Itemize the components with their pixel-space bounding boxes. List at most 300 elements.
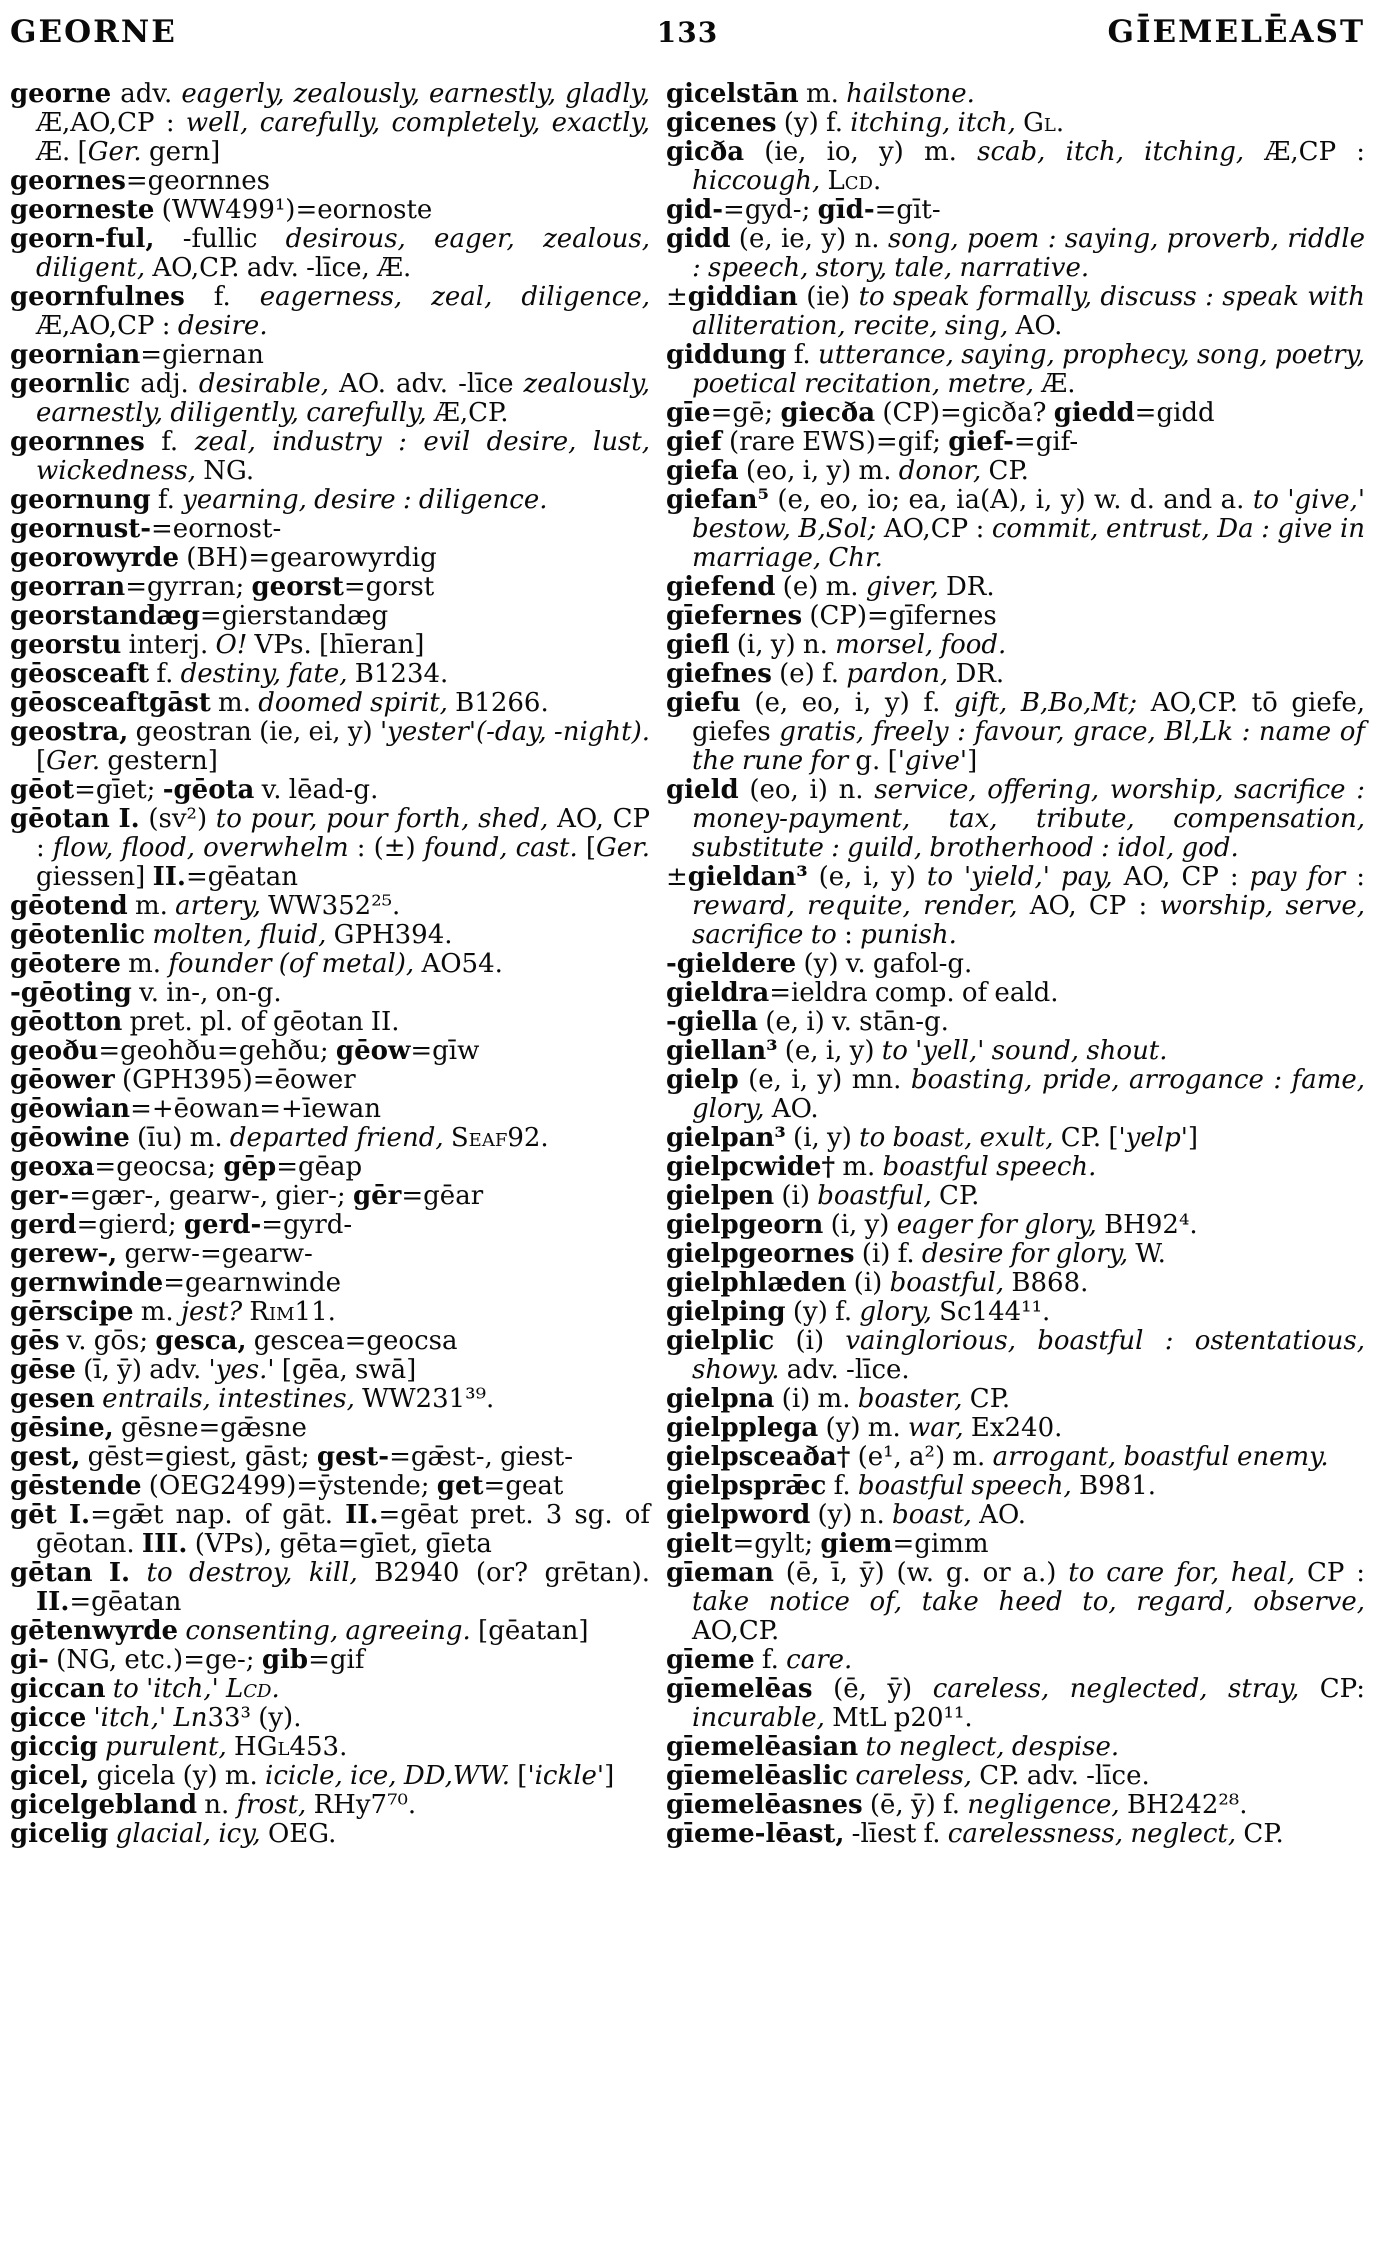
entry-text: gicela (y) m. (89, 1761, 266, 1791)
entry-text: interj. (121, 630, 216, 660)
entry-text: eagerness, zeal, diligence, (259, 282, 650, 312)
entry-text (219, 1674, 226, 1704)
dictionary-entry (666, 863, 1365, 950)
entry-text: (sv²) (139, 804, 216, 834)
headword: gēow (335, 1036, 411, 1066)
entry-text: ] (1187, 1123, 1199, 1153)
headword: gīe (666, 398, 711, 428)
dictionary-entry (10, 1646, 650, 1675)
entry-text: utterance, saying, prophecy, song, poetry, poetical recitation, metre, (692, 340, 1365, 399)
entry-text: negligence, (967, 1790, 1120, 1820)
headword: I. (108, 1558, 131, 1588)
entry-text: (i) (774, 1326, 846, 1356)
entry-text: 'yelp' (1118, 1123, 1188, 1153)
entry-text: B868. (1004, 1268, 1089, 1298)
entry-text: to 'yell,' sound, shout. (881, 1036, 1168, 1066)
entry-text: desirable, (198, 369, 330, 399)
entry-text: RHy7⁷⁰. (306, 1790, 417, 1820)
entry-text: AO. (764, 1094, 819, 1124)
entry-text: take notice of, take heed to, regard, observe, (692, 1587, 1365, 1617)
entry-text: carelessness, neglect, (947, 1819, 1237, 1849)
entry-text: CP : (1295, 1558, 1365, 1588)
headword: gēr (352, 1181, 402, 1211)
entry-text (98, 1732, 105, 1762)
entry-text: =geat (483, 1471, 564, 1501)
headword: gērscipe (10, 1297, 134, 1327)
entry-text: f. (754, 1645, 787, 1675)
headword: gēotere (10, 949, 121, 979)
dictionary-entry (10, 1791, 650, 1820)
dictionary-entry (666, 1675, 1365, 1733)
entry-text: HGl (234, 1732, 290, 1762)
entry-text: v. gōs; (59, 1326, 156, 1356)
entry-text: punish. (860, 920, 957, 950)
entry-text: boastful, (889, 1268, 1005, 1298)
dictionary-entry (666, 486, 1365, 573)
entry-text: ] (604, 1761, 615, 1791)
headword: gicelgebland (10, 1790, 198, 1820)
headword: get (436, 1471, 484, 1501)
entry-text: (ē, ī, ȳ) (w. g. or a.) (773, 1558, 1069, 1588)
dictionary-entry (666, 196, 1365, 225)
headword: gib (261, 1645, 309, 1675)
entry-text: war, (907, 1413, 964, 1443)
entry-text: gerw-=gearw- (117, 1239, 313, 1269)
entry-text: (ie) (797, 282, 859, 312)
entry-text: boaster, (857, 1384, 963, 1414)
dictionary-entry (666, 1298, 1365, 1327)
entry-text: (WW499¹)=eornoste (154, 195, 433, 225)
entry-text: [ (577, 833, 596, 863)
entry-text: m. (798, 79, 847, 109)
entry-text: (y) f. (785, 1297, 860, 1327)
dictionary-entry (666, 660, 1365, 689)
entry-text: VPs. [hīeran] (247, 630, 425, 660)
dictionary-entry (666, 1472, 1365, 1501)
dictionary-entry (10, 660, 650, 689)
entry-text: =gif (308, 1645, 365, 1675)
dictionary-entry (666, 283, 1365, 341)
headword: gielping (666, 1297, 786, 1327)
entry-text: (i, y) (823, 1210, 897, 1240)
entry-text: WW352²⁵. (260, 891, 401, 921)
entry-text: =gorst (343, 572, 435, 602)
entry-text: molten, fluid, (152, 920, 327, 950)
headword: gēsine, (10, 1413, 114, 1443)
entry-text: Rim (249, 1297, 295, 1327)
headword: gielphlæden (666, 1268, 847, 1298)
entry-text: CP. adv. -līce. (971, 1761, 1150, 1791)
entry-text: =gearnwinde (163, 1268, 342, 1298)
headword: georneste (10, 195, 155, 225)
entry-text: (CP)=gicða? (875, 398, 1054, 428)
dictionary-entry (666, 950, 1365, 979)
entry-text: =ieldra comp. of eald. (769, 978, 1059, 1008)
dictionary-entry (10, 1414, 650, 1443)
entry-text: m. (210, 688, 259, 718)
entry-text: 'give' (897, 746, 968, 776)
entry-text: (CP)=gīfernes (802, 601, 997, 631)
dictionary-entry (10, 1269, 650, 1298)
entry-text: CP. [ (1053, 1123, 1119, 1153)
entry-text: =gyrd- (261, 1210, 353, 1240)
entry-text: to care for, heal, (1068, 1558, 1296, 1588)
headword: gielpsprǣc (666, 1471, 827, 1501)
dictionary-entry (666, 80, 1365, 109)
headword: gēstende (10, 1471, 142, 1501)
headword: gēosceaftgāst (10, 688, 211, 718)
dictionary-entry (10, 1240, 650, 1269)
entry-text: purulent, (105, 1732, 227, 1762)
dictionary-entry (10, 341, 650, 370)
dictionary-entry (10, 979, 650, 1008)
dictionary-entry (666, 631, 1365, 660)
dictionary-entry (666, 1037, 1365, 1066)
dictionary-entry (666, 1820, 1365, 1849)
entry-text: AO. (971, 1500, 1027, 1530)
entry-text: Æ,AO,CP : (36, 108, 186, 138)
entry-text: -līest f. (844, 1819, 948, 1849)
headword: gēot (10, 775, 75, 805)
entry-text: zeal, industry : evil desire, lust, wickedness, (36, 427, 650, 486)
headword: giellan³ (666, 1036, 778, 1066)
entry-text: (e, i) v. stān-g. (758, 1007, 949, 1037)
headword: gīd- (817, 195, 875, 225)
entry-text: =gēap (276, 1152, 363, 1182)
entry-text: boast, (892, 1500, 972, 1530)
dictionary-entry (10, 1095, 650, 1124)
headword: gield (666, 775, 739, 805)
headword: gielpword (666, 1500, 811, 1530)
headword: giefan⁵ (666, 485, 769, 515)
dictionary-entry (10, 1385, 650, 1414)
dictionary-entry (666, 341, 1365, 399)
headword: gēs (10, 1326, 60, 1356)
entry-text: AO, CP : (36, 804, 651, 863)
entry-text: f. (184, 282, 260, 312)
entry-text: commit, entrust, Da : give in marriage, Chr. (692, 514, 1366, 573)
dictionary-entry (10, 225, 650, 283)
headword: geornnes (10, 427, 145, 457)
headword: gīemelēas (666, 1674, 813, 1704)
entry-text: eagerly, zealously, earnestly, gladly, (181, 79, 651, 109)
headword: gi- (10, 1645, 49, 1675)
page-number: 133 (656, 16, 719, 49)
dictionary-entry (666, 979, 1365, 1008)
headword: giefend (666, 572, 776, 602)
headword: giecða (780, 398, 876, 428)
entry-text: (e, i, y) (807, 862, 927, 892)
entry-text: pay for (1249, 862, 1346, 892)
entry-text: gestern] (100, 746, 218, 776)
entry-text: (ī, ȳ) adv. (75, 1355, 209, 1385)
dictionary-entry (10, 1820, 650, 1849)
left-column (10, 80, 650, 1849)
entry-text (227, 1732, 234, 1762)
dictionary-entry (666, 1559, 1365, 1646)
entry-text: =+ēowan=+īewan (130, 1094, 381, 1124)
entry-text: (y) v. gafol-g. (796, 949, 973, 979)
entry-text: careless, (855, 1761, 972, 1791)
entry-text: [gēa, swā] (274, 1355, 417, 1385)
entry-text: hiccough, (692, 166, 821, 196)
entry-text: 453. (289, 1732, 348, 1762)
headword: ger- (10, 1181, 70, 1211)
entry-text: AO,CP. adv. -līce, Æ. (145, 253, 412, 283)
dictionary-entry (10, 167, 650, 196)
dictionary-entry (10, 776, 650, 805)
headword: gicelstān (666, 79, 799, 109)
entry-text: CP. (981, 456, 1029, 486)
headword: gielt (666, 1529, 733, 1559)
entry-text: consenting, agreeing. (185, 1616, 471, 1646)
headword: geornes (10, 166, 126, 196)
entry-text: AO, CP : (1017, 891, 1160, 921)
entry-text: (e) m. (775, 572, 866, 602)
headword: II. (345, 1500, 379, 1530)
entry-text: giessen] (36, 862, 153, 892)
dictionary-entry (10, 573, 650, 602)
entry-text: doomed spirit, (258, 688, 448, 718)
entry-text: v. lēad-g. (254, 775, 379, 805)
entry-text: (OEG2499)=ȳstende; (141, 1471, 437, 1501)
entry-text: f. (150, 485, 183, 515)
entry-text: [ (36, 746, 47, 776)
headword: gīemelēasian (666, 1732, 859, 1762)
dictionary-entry (10, 1617, 650, 1646)
headword: giem (820, 1529, 893, 1559)
headword: III. (141, 1529, 188, 1559)
entry-text: BH92⁴. (1096, 1210, 1198, 1240)
headword: georn-ful, (10, 224, 155, 254)
entry-text: glory, (859, 1297, 932, 1327)
headword: gidd (666, 224, 731, 254)
entry-text: founder (of metal), (168, 949, 415, 979)
entry-text: to 'yield,' pay, (926, 862, 1113, 892)
dictionary-entry (10, 1501, 650, 1559)
entry-text (105, 1674, 112, 1704)
entry-text: well, carefully, completely, exactly, (185, 108, 650, 138)
entry-text: adv. (111, 79, 182, 109)
entry-text: CP. (1236, 1819, 1284, 1849)
entry-text: v. in-, on-g. (131, 978, 282, 1008)
headword: gicel, (10, 1761, 90, 1791)
entry-text: boastful speech. (882, 1152, 1097, 1182)
entry-text: (eo, i) n. (738, 775, 875, 805)
headword: georowyrde (10, 543, 180, 573)
headword: gerew-, (10, 1239, 118, 1269)
entry-text: =geohðu=gehðu; (98, 1036, 336, 1066)
headword: gielpan³ (666, 1123, 786, 1153)
entry-text: desirous, eager, zealous, diligent, (36, 224, 650, 283)
entry-text: =gimm (892, 1529, 989, 1559)
entry-text: =eornost- (151, 514, 282, 544)
headword: giddung (666, 340, 787, 370)
dictionary-entry (666, 1327, 1365, 1385)
entry-text: frost, (236, 1790, 307, 1820)
entry-text: boastful, (817, 1181, 932, 1211)
entry-text: to 'give,' bestow, B,Sol; (692, 485, 1365, 544)
headword: -gieldere (666, 949, 797, 979)
entry-text: AO, CP : (1112, 862, 1250, 892)
entry-text (130, 1558, 146, 1588)
entry-text: OEG. (260, 1819, 337, 1849)
headword: II. (36, 1587, 70, 1617)
dictionary-entry (666, 776, 1365, 863)
entry-text: CP. (962, 1384, 1011, 1414)
headword: gēotenlic (10, 920, 146, 950)
headword: georstu (10, 630, 122, 660)
headword: -giella (666, 1007, 758, 1037)
entry-text: Sc144¹¹. (931, 1297, 1051, 1327)
dictionary-entry (666, 1733, 1365, 1762)
entry-text (108, 1819, 115, 1849)
entry-text: gern] (141, 137, 221, 167)
dictionary-entry (666, 1153, 1365, 1182)
entry-text: Ger. (87, 137, 142, 167)
headword: georstandæg (10, 601, 200, 631)
headword: gerd- (183, 1210, 262, 1240)
entry-text: CP. (931, 1181, 980, 1211)
headword: gielpen (666, 1181, 775, 1211)
headword: gētenwyrde (10, 1616, 179, 1646)
dictionary-entry (10, 631, 650, 660)
dictionary-entry (10, 1675, 650, 1704)
entry-text: (ie, io, y) m. (744, 137, 978, 167)
dictionary-entry (666, 1414, 1365, 1443)
entry-text: (īu) m. (129, 1123, 230, 1153)
headword: georran (10, 572, 126, 602)
entry-text: =gidd (1134, 398, 1215, 428)
headword: gief- (948, 427, 1014, 457)
dictionary-entry (10, 892, 650, 921)
headword: gēotan (10, 804, 110, 834)
headword: gēt (10, 1500, 57, 1530)
entry-text: Æ,CP. (426, 398, 509, 428)
entry-text: Æ. (1034, 369, 1076, 399)
headword: gicce (10, 1703, 87, 1733)
entry-text: donor, (898, 456, 982, 486)
dictionary-entry (10, 1008, 650, 1037)
entry-text (57, 1500, 69, 1530)
entry-text: GPH394. (326, 920, 453, 950)
entry-text: f. (144, 427, 195, 457)
entry-text: (i) f. (854, 1239, 922, 1269)
headword: gid- (666, 195, 724, 225)
entry-text: scab, itch, itching, (977, 137, 1245, 167)
entry-text: entrails, intestines, (102, 1384, 355, 1414)
headword: gieldan³ (687, 862, 808, 892)
entry-text: (e, i, y) (777, 1036, 882, 1066)
entry-text: O! (215, 630, 248, 660)
dictionary-entry (10, 1211, 650, 1240)
headword: gīemelēaslic (666, 1761, 849, 1791)
headword: gicelig (10, 1819, 109, 1849)
entry-text: AO,CP : (876, 514, 992, 544)
entry-text: ± (666, 862, 688, 892)
entry-text: jest? (180, 1297, 243, 1327)
dictionary-entry (666, 1182, 1365, 1211)
entry-text: : (836, 920, 861, 950)
entry-text: glacial, icy, (115, 1819, 261, 1849)
entry-text: Æ,CP : (1244, 137, 1366, 167)
headword: gernwinde (10, 1268, 164, 1298)
headword: gielplic (666, 1326, 775, 1356)
headword: giddian (687, 282, 798, 312)
dictionary-entry (10, 805, 650, 892)
entry-text: to 'itch,' (112, 1674, 219, 1704)
entry-text: (y) m. (818, 1413, 908, 1443)
entry-text: MtL p20¹¹. (824, 1703, 973, 1733)
entry-text: (i) m. (774, 1384, 858, 1414)
headword: gielpplega (666, 1413, 819, 1443)
entry-text: to destroy, kill, (146, 1558, 358, 1588)
entry-text: NG. (196, 456, 255, 486)
entry-text: =gēatan (185, 862, 298, 892)
headword: II. (152, 862, 186, 892)
entry-text: AO. adv. -līce (329, 369, 524, 399)
headword: gielpcwide† (666, 1152, 836, 1182)
entry-text: (ē, ȳ) f. (862, 1790, 968, 1820)
entry-text: Æ,AO,CP : (36, 311, 178, 341)
dictionary-entry (666, 1066, 1365, 1124)
entry-text: service, offering, worship, sacrifice : money-payment, tax, tribute, compensation, substitute : guild, brotherhood : idol, god. (692, 775, 1365, 863)
entry-text: (eo, i, y) m. (738, 456, 899, 486)
dictionary-entry (10, 950, 650, 979)
entry-text: =geornnes (125, 166, 270, 196)
entry-text: vainglorious, boastful : ostentatious, showy. (692, 1326, 1366, 1385)
entry-text: pret. pl. of gēotan II. (122, 1007, 400, 1037)
header-left-word: GEORNE (10, 14, 177, 50)
headword: gest- (316, 1442, 390, 1472)
entry-text: AO,CP. (692, 1616, 780, 1646)
dictionary-entry (666, 1791, 1365, 1820)
entry-text: (y) n. (810, 1500, 893, 1530)
headword: giccan (10, 1674, 106, 1704)
entry-text: reward, requite, render, (692, 891, 1018, 921)
right-column (666, 80, 1365, 1849)
entry-text: (NG, etc.)=ge-; (48, 1645, 262, 1675)
entry-text: gift, B,Bo,Mt; (953, 688, 1138, 718)
headword: geoðu (10, 1036, 99, 1066)
headword: geornung (10, 485, 151, 515)
headword: gielpsceaða† (666, 1442, 851, 1472)
entry-text: =gīt- (874, 195, 941, 225)
entry-text: Ex240. (963, 1413, 1063, 1443)
dictionary-entry (666, 109, 1365, 138)
dictionary-entry (10, 1037, 650, 1066)
entry-text: gescea=geocsa (246, 1326, 458, 1356)
dictionary-entry (666, 573, 1365, 602)
entry-text: Æ. [ (36, 137, 88, 167)
dictionary-entry (10, 1153, 650, 1182)
entry-text: (e) f. (771, 659, 847, 689)
entry-text: AO,CP. tō giefe, giefes (692, 688, 1366, 747)
entry-text: (y) f. (776, 108, 851, 138)
entry-text: (i) (774, 1181, 818, 1211)
entry-text: n. (197, 1790, 237, 1820)
dictionary-entry (666, 225, 1365, 283)
entry-text: B2940 (or? grētan). (357, 1558, 651, 1588)
dictionary-entry (10, 486, 650, 515)
headword: gicenes (666, 108, 777, 138)
entry-text: (VPs), gēta=gīet, gīeta (187, 1529, 492, 1559)
entry-text: ± (666, 282, 688, 312)
entry-text: [ (510, 1761, 528, 1791)
entry-text: 11. (294, 1297, 336, 1327)
dictionary-entry (10, 602, 650, 631)
entry-text: song, poem : saying, proverb, riddle : speech, story, tale, narrative. (692, 224, 1365, 283)
